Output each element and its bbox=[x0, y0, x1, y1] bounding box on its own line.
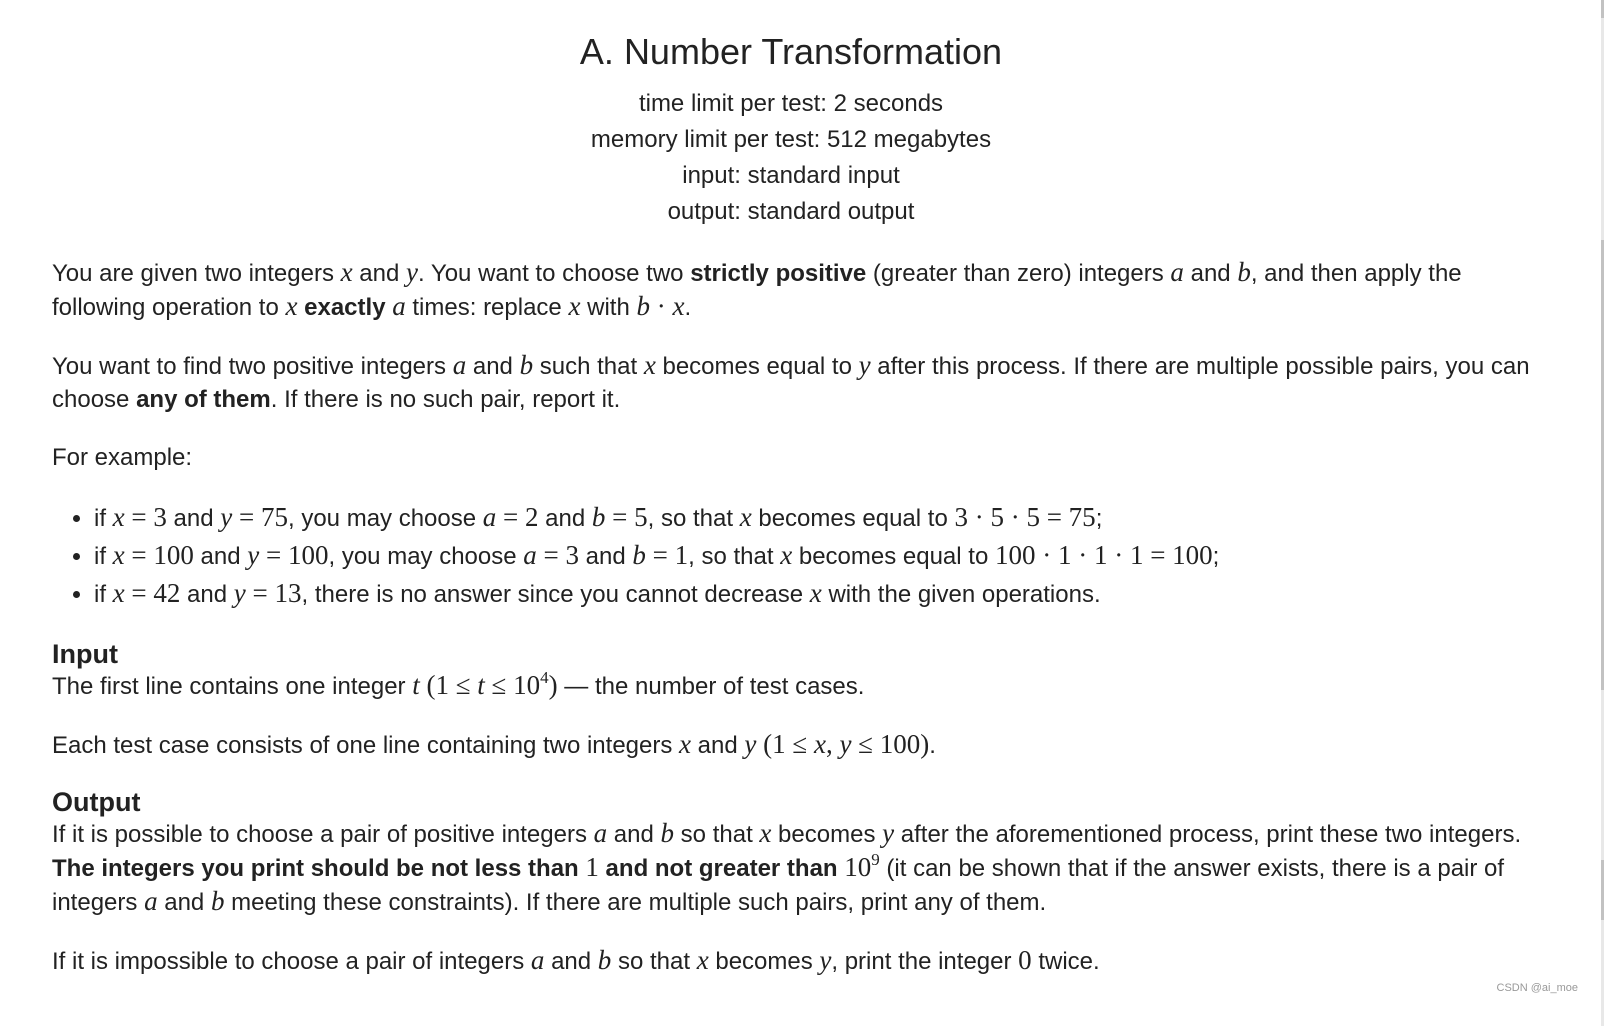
input-paragraph-2: Each test case consists of one line containing two integers x and y (1 ≤ x, y ≤ 100). bbox=[52, 729, 936, 759]
list-item: • if x = 42 and y = 13, there is no answer since you cannot decrease x with the given operations. bbox=[94, 575, 1534, 613]
input-section-title: Input bbox=[52, 639, 118, 669]
statement-paragraph-1: You are given two integers x and y. You want to choose two strictly positive (greater than zero) integers a and b, and then apply the following operation to x exactly a times: replace x with b · x. bbox=[52, 257, 1462, 321]
examples-list bbox=[52, 499, 1534, 613]
input-spec: input: standard input bbox=[682, 162, 900, 189]
problem-title: A. Number Transformation bbox=[579, 31, 1003, 72]
statement-paragraph-2: You want to find two positive integers a and b such that x becomes equal to y after this process. If there are multiple possible pairs, you can choose any of them. If there is no such pair, report it. bbox=[52, 350, 1530, 413]
input-paragraph-1: The first line contains one integer t $(1 \le t \le 10^4)$ — the number of test cases. bbox=[52, 668, 865, 700]
problem-header bbox=[0, 30, 1582, 230]
memory-limit: memory limit per test: 512 megabytes bbox=[590, 126, 992, 153]
list-item: • if x = 3 and y = 75, you may choose a = 2 and b = 5, so that x becomes equal to 3 · 5 · 5 = 75; bbox=[94, 499, 1534, 537]
problem-statement bbox=[52, 256, 1534, 1003]
statement-paragraph-3: For example: bbox=[52, 444, 193, 471]
time-limit: time limit per test: 2 seconds bbox=[638, 90, 944, 117]
output-section-title: Output bbox=[52, 787, 141, 817]
output-spec: output: standard output bbox=[667, 198, 915, 225]
list-item: • if x = 100 and y = 100, you may choose a = 3 and b = 1, so that x becomes equal to 100 · 1 · 1 · 1 = 100; bbox=[94, 537, 1534, 575]
output-paragraph-1: If it is possible to choose a pair of positive integers a and b so that x becomes y after the aforementioned process, print these two integers. The integers you print should be not less than 1 and not greater than $10^9$ (it can be shown that if the answer exists, there is a pair of integers a and b meeting these constraints). If there are multiple such pairs, print any of them. bbox=[52, 818, 1522, 916]
watermark: CSDN @ai_moe bbox=[1496, 982, 1578, 994]
output-paragraph-2: If it is impossible to choose a pair of integers a and b so that x becomes y, print the integer 0 twice. bbox=[52, 945, 1100, 975]
